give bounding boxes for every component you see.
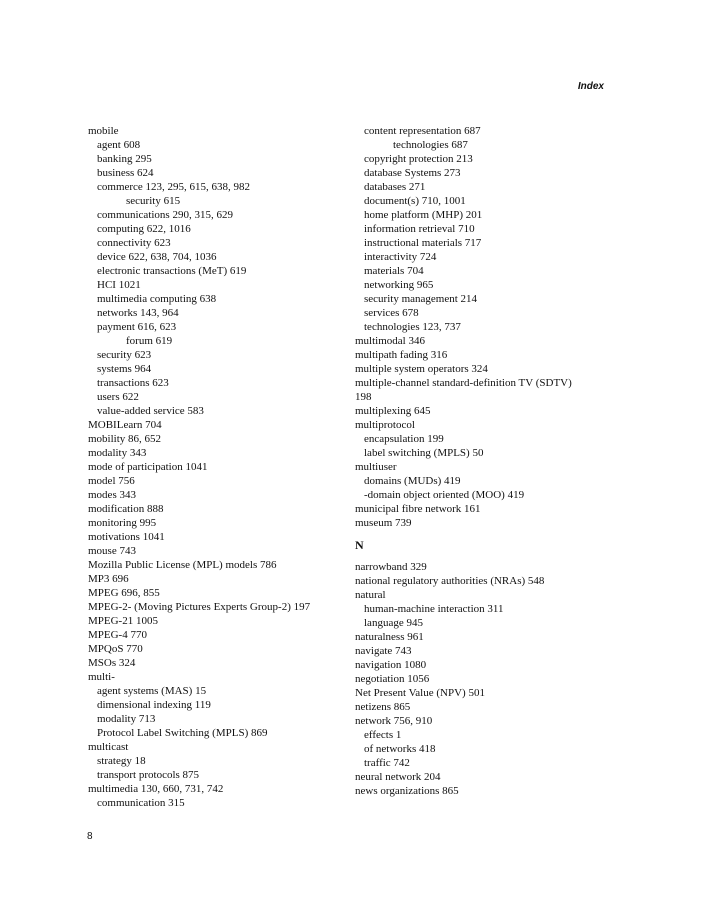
index-subentry: of networks 418 <box>364 743 436 755</box>
index-entry: network 756, 910 <box>355 715 433 727</box>
index-entry: MP3 696 <box>88 573 129 585</box>
index-subentry: electronic transactions (MeT) 619 <box>97 265 247 277</box>
index-subentry: databases 271 <box>364 181 426 193</box>
index-entry: Mozilla Public License (MPL) models 786 <box>88 559 277 571</box>
index-entry: multiuser <box>355 461 397 473</box>
index-subentry: computing 622, 1016 <box>97 223 191 235</box>
index-entry: multimedia 130, 660, 731, 742 <box>88 783 224 795</box>
index-subentry: language 945 <box>364 617 423 629</box>
index-entry: negotiation 1056 <box>355 673 430 685</box>
index-entry: mobility 86, 652 <box>88 433 162 445</box>
index-entry: multiple system operators 324 <box>355 363 488 375</box>
index-entry: modes 343 <box>88 489 136 501</box>
index-entry: multipath fading 316 <box>355 349 448 361</box>
index-subentry: instructional materials 717 <box>364 237 482 249</box>
index-subentry: multimedia computing 638 <box>97 293 217 305</box>
index-subentry: -domain object oriented (MOO) 419 <box>364 489 525 501</box>
index-subentry: effects 1 <box>364 729 402 741</box>
index-entry: municipal fibre network 161 <box>355 503 481 515</box>
index-subentry: Protocol Label Switching (MPLS) 869 <box>97 727 268 739</box>
index-subentry: label switching (MPLS) 50 <box>364 447 484 459</box>
index-entry: MPEG-4 770 <box>88 629 147 641</box>
index-subentry: interactivity 724 <box>364 251 437 263</box>
index-subentry: value-added service 583 <box>97 405 204 417</box>
index-entry: neural network 204 <box>355 771 441 783</box>
index-subentry: human-machine interaction 311 <box>364 603 504 615</box>
index-entry: modification 888 <box>88 503 164 515</box>
index-subentry: HCI 1021 <box>97 279 141 291</box>
index-entry: multimodal 346 <box>355 335 425 347</box>
index-subentry: forum 619 <box>126 335 173 347</box>
index-entry: mode of participation 1041 <box>88 461 208 473</box>
index-entry: MPEG-2- (Moving Pictures Experts Group-2) 197 <box>88 601 311 613</box>
index-entry: national regulatory authorities (NRAs) 548 <box>355 575 545 587</box>
index-column-left <box>88 124 310 810</box>
index-entry: MSOs 324 <box>88 657 136 669</box>
index-entry: motivations 1041 <box>88 531 165 543</box>
index-entry: naturalness 961 <box>355 631 424 643</box>
index-subentry: domains (MUDs) 419 <box>364 475 461 487</box>
index-subentry: payment 616, 623 <box>97 321 177 333</box>
index-entry: netizens 865 <box>355 701 411 713</box>
index-subentry: agent 608 <box>97 139 141 151</box>
section-letter: N <box>355 538 364 552</box>
index-entry: Net Present Value (NPV) 501 <box>355 687 485 699</box>
index-subentry: device 622, 638, 704, 1036 <box>97 251 217 263</box>
index-entry: multiplexing 645 <box>355 405 431 417</box>
index-entry: museum 739 <box>355 517 412 529</box>
index-subentry: content representation 687 <box>364 125 481 137</box>
index-subentry: modality 713 <box>97 713 156 725</box>
page-number: 8 <box>87 831 93 842</box>
index-entry: mouse 743 <box>88 545 136 557</box>
index-entry: model 756 <box>88 475 135 487</box>
index-subentry: technologies 123, 737 <box>364 321 461 333</box>
index-subentry: strategy 18 <box>97 755 146 767</box>
index-entry: modality 343 <box>88 447 147 459</box>
index-entry: 198 <box>355 391 372 403</box>
index-subentry: agent systems (MAS) 15 <box>97 685 207 697</box>
index-subentry: document(s) 710, 1001 <box>364 195 466 207</box>
index-entry: MOBILearn 704 <box>88 419 162 431</box>
index-subentry: technologies 687 <box>393 139 468 151</box>
index-subentry: commerce 123, 295, 615, 638, 982 <box>97 181 251 193</box>
index-subentry: traffic 742 <box>364 757 410 769</box>
index-entry: news organizations 865 <box>355 785 459 797</box>
index-entry: narrowband 329 <box>355 561 427 573</box>
index-entry: natural <box>355 589 386 601</box>
index-subentry: security management 214 <box>364 293 478 305</box>
index-subentry: security 615 <box>126 195 181 207</box>
index-entry: navigate 743 <box>355 645 412 657</box>
index-entry: mobile <box>88 125 119 137</box>
index-subentry: business 624 <box>97 167 154 179</box>
index-subentry: transactions 623 <box>97 377 169 389</box>
index-entry: navigation 1080 <box>355 659 427 671</box>
index-subentry: users 622 <box>97 391 139 403</box>
index-subentry: database Systems 273 <box>364 167 461 179</box>
index-subentry: communications 290, 315, 629 <box>97 209 233 221</box>
index-entry: multicast <box>88 741 129 753</box>
index-subentry: dimensional indexing 119 <box>97 699 211 711</box>
index-subentry: security 623 <box>97 349 152 361</box>
index-subentry: networking 965 <box>364 279 434 291</box>
index-column-right <box>355 124 572 798</box>
index-entry: MPQoS 770 <box>88 643 143 655</box>
index-subentry: communication 315 <box>97 797 185 809</box>
index-subentry: networks 143, 964 <box>97 307 179 319</box>
index-subentry: transport protocols 875 <box>97 769 200 781</box>
index-entry: MPEG 696, 855 <box>88 587 160 599</box>
index-entry: multi- <box>88 671 115 683</box>
index-subentry: banking 295 <box>97 153 152 165</box>
index-entry: MPEG-21 1005 <box>88 615 158 627</box>
index-subentry: services 678 <box>364 307 419 319</box>
index-subentry: materials 704 <box>364 265 424 277</box>
index-subentry: encapsulation 199 <box>364 433 444 445</box>
index-subentry: home platform (MHP) 201 <box>364 209 483 221</box>
index-subentry: connectivity 623 <box>97 237 171 249</box>
index-subentry: copyright protection 213 <box>364 153 473 165</box>
index-entry: multiple-channel standard-definition TV (SDTV) <box>355 377 572 389</box>
running-header: Index <box>577 81 604 92</box>
index-subentry: information retrieval 710 <box>364 223 475 235</box>
index-subentry: systems 964 <box>97 363 152 375</box>
index-entry: multiprotocol <box>355 419 415 431</box>
index-entry: monitoring 995 <box>88 517 157 529</box>
